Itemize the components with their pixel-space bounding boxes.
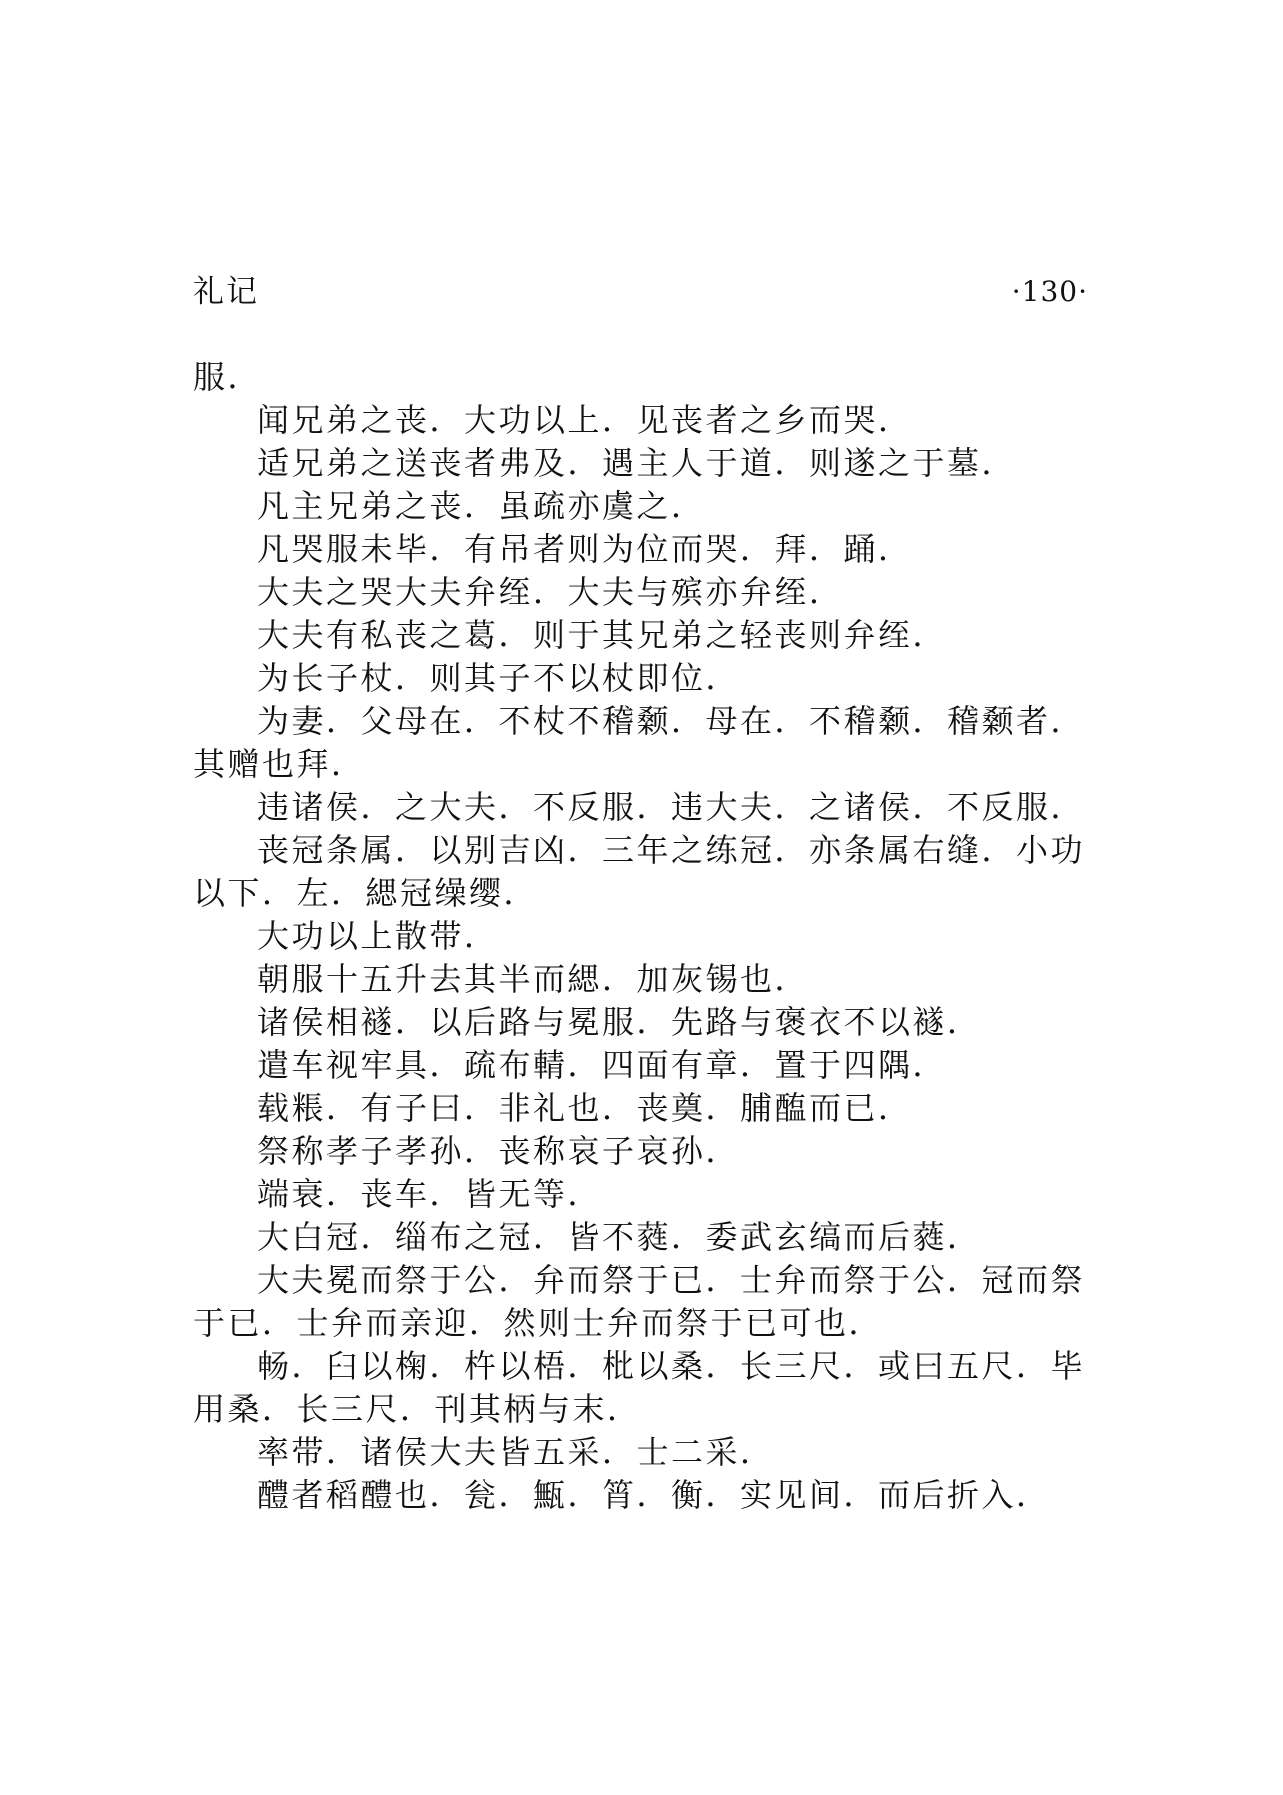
page-number: ·130· xyxy=(1011,275,1088,308)
paragraph: 率带．诸侯大夫皆五采．士二采． xyxy=(257,1433,775,1471)
paragraph: 大夫有私丧之葛．则于其兄弟之轻丧则弁绖． xyxy=(257,616,948,654)
paragraph: 大夫冕而祭于公．弁而祭于已．士弁而祭于公．冠而祭于已．士弁而亲迎．然则士弁而祭于已可也． xyxy=(193,1261,1086,1342)
paragraph: 凡主兄弟之丧．虽疏亦虞之． xyxy=(257,487,706,525)
body-text xyxy=(193,356,1088,1517)
paragraph: 畅．臼以椈．杵以梧．枇以桑．长三尺．或曰五尺．毕用桑．长三尺．刊其柄与末． xyxy=(193,1347,1086,1428)
paragraph: 大功以上散带． xyxy=(257,917,499,955)
paragraph: 大白冠．缁布之冠．皆不蕤．委武玄缟而后蕤． xyxy=(257,1218,982,1256)
paragraph: 为妻．父母在．不杖不稽颡．母在．不稽颡．稽颡者．其赠也拜． xyxy=(193,702,1086,783)
page-header xyxy=(193,272,1088,316)
paragraph: 载粻．有子曰．非礼也．丧奠．脯醢而已． xyxy=(257,1089,913,1127)
paragraph: 闻兄弟之丧．大功以上．见丧者之乡而哭． xyxy=(257,401,913,439)
paragraph: 凡哭服未毕．有吊者则为位而哭．拜．踊． xyxy=(257,530,913,568)
paragraph: 大夫之哭大夫弁绖．大夫与殡亦弁绖． xyxy=(257,573,844,611)
paragraph: 祭称孝子孝孙．丧称哀子哀孙． xyxy=(257,1132,741,1170)
paragraph: 适兄弟之送丧者弗及．遇主人于道．则遂之于墓． xyxy=(257,444,1017,482)
paragraph: 丧冠条属．以别吉凶．三年之练冠．亦条属右缝．小功以下．左．緦冠缲缨． xyxy=(193,831,1086,912)
book-title: 礼记 xyxy=(193,274,259,310)
paragraph: 诸侯相襚．以后路与冕服．先路与褒衣不以襚． xyxy=(257,1003,982,1041)
paragraph: 端衰．丧车．皆无等． xyxy=(257,1175,603,1213)
paragraph: 违诸侯．之大夫．不反服．违大夫．之诸侯．不反服． xyxy=(257,788,1086,826)
paragraph: 为长子杖．则其子不以杖即位． xyxy=(257,659,741,697)
paragraph: 服． xyxy=(193,358,263,396)
paragraph: 朝服十五升去其半而緦．加灰锡也． xyxy=(257,960,810,998)
paragraph: 醴者稻醴也．瓮．甒．筲．衡．实见间．而后折入． xyxy=(257,1476,1051,1514)
paragraph: 遣车视牢具．疏布輤．四面有章．置于四隅． xyxy=(257,1046,948,1084)
